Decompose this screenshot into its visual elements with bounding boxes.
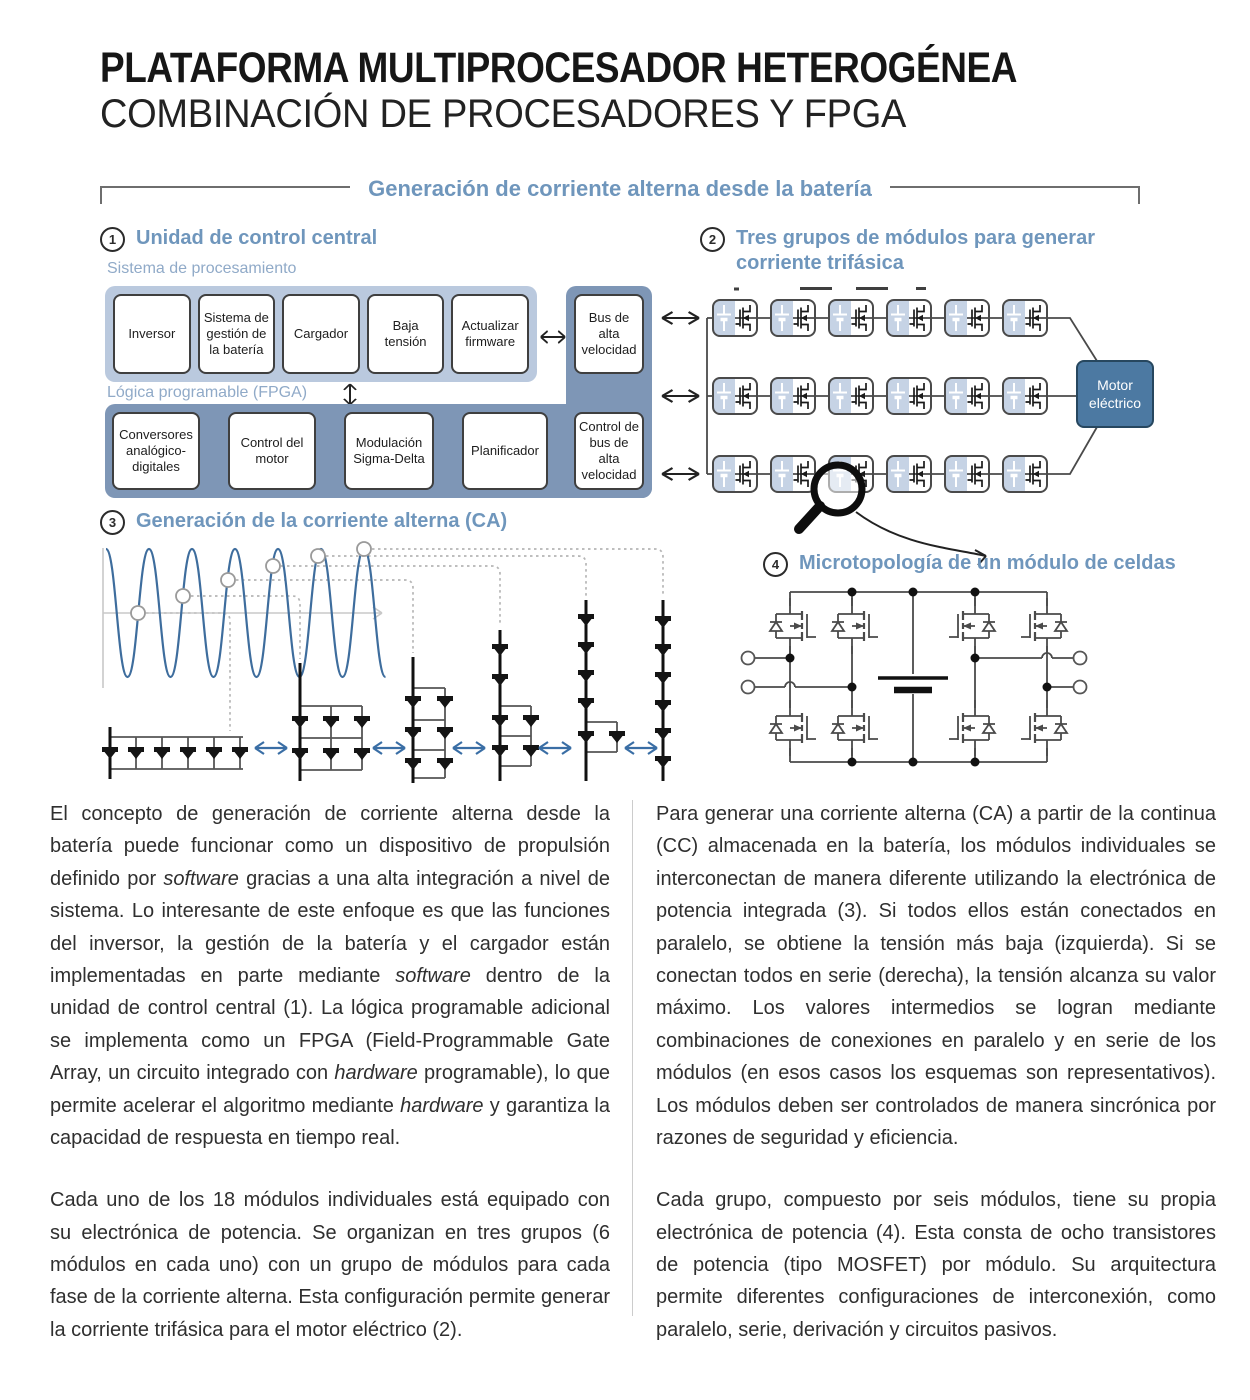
paragraph-group-electronics: Cada grupo, compuesto por seis módulos, tiene su propia electrónica de potencia (4). Esta consta de ocho transistores de potencia (tipo MOSFET) por módulo. Su arquitectura permite diferentes configuraciones de interconexión, como paralelo, serie, derivación y circuitos pasivos. bbox=[656, 1189, 1216, 1341]
page-title: PLATAFORMA MULTIPROCESADOR HETEROGÉNEA bbox=[100, 44, 1018, 92]
section1-number-icon: 1 bbox=[100, 227, 125, 252]
box-inversor: Inversor bbox=[113, 294, 191, 374]
page-subtitle: COMBINACIÓN DE PROCESADORES Y FPGA bbox=[100, 92, 907, 136]
section4-header bbox=[763, 551, 1176, 577]
section1-header bbox=[100, 226, 377, 252]
section2-number-icon: 2 bbox=[700, 227, 725, 252]
box-conversores-ad: Conversores analógico-digitales bbox=[112, 412, 200, 490]
banner-bracket bbox=[100, 176, 1140, 204]
box-bus-alta-velocidad: Bus de alta velocidad bbox=[574, 294, 644, 374]
section4-title: Microtopología de un módulo de celdas bbox=[799, 552, 1176, 574]
axes bbox=[103, 548, 382, 688]
motor-electrico-box: Motor eléctrico bbox=[1076, 360, 1154, 428]
box-actualizar-firmware: Actualizar firmware bbox=[451, 294, 529, 374]
section3-number-icon: 3 bbox=[100, 510, 125, 535]
module-groups-diagram bbox=[662, 289, 1097, 566]
section2-header bbox=[700, 226, 1095, 276]
paragraph-ac-generation: Para generar una corriente alterna (CA) a partir de la continua (CC) almacenada en la batería, los módulos individuales se interconectan de manera diferente utilizando la electrónica de potencia integrada (3). Si todos ellos están conectados en paralelo, se obtiene la tensión más baja (izquierda). Si se conectan todos en serie (derecha), la tensión alcanza su valor máximo. Los valores intermedios se logran mediante combinaciones de conexiones en paralelo y en serie de los módulos (en esos casos los esquemas son representativos). Los módulos deben ser controlados de manera sincrónica por razones de seguridad y eficiencia. bbox=[656, 803, 1216, 1149]
fpga-label: Lógica programable (FPGA) bbox=[107, 384, 308, 401]
section2-title bbox=[736, 226, 1095, 276]
sample-points bbox=[131, 542, 371, 620]
section4-number-icon: 4 bbox=[763, 552, 788, 577]
section3-header bbox=[100, 509, 507, 535]
column-divider bbox=[632, 800, 633, 1316]
section2-title-line2: corriente trifásica bbox=[736, 252, 904, 274]
processing-container bbox=[105, 286, 537, 382]
box-modulacion-sigma-delta: Modulación Sigma-Delta bbox=[344, 412, 434, 490]
body-column-right bbox=[656, 798, 1216, 1376]
paragraph-concept: El concepto de generación de corriente alterna desde la batería puede funcionar como un dispositivo de propulsión definido por software gracias a una alta integración a nivel de sistema. Lo interesante de este enfoque es que las funciones del inversor, la gestión de la batería y el cargador están implementadas en parte mediante software dentro de la unidad de control central (1). La lógica programable adicional se implementa como un FPGA (Field-Programmable Gate Array, un circuito integrado con hardware programable), lo que permite acelerar el algoritmo mediante hardware y garantiza la capacidad de respuesta en tiempo real. bbox=[50, 803, 611, 1149]
paragraph-modules: Cada uno de los 18 módulos individuales está equipado con su electrónica de potencia. Se organizan en tres grupos (6 módulos en cada uno) con un grupo de módulos para cada fase de la corriente alterna. Esta configuración permite generar la corriente trifásica para el motor eléctrico (2). bbox=[50, 1189, 610, 1341]
box-cargador: Cargador bbox=[282, 294, 360, 374]
bracket-right-line bbox=[890, 186, 1140, 204]
ac-generation-plot bbox=[102, 542, 671, 783]
processing-system-label: Sistema de procesamiento bbox=[107, 260, 297, 277]
microtopology-circuit bbox=[742, 588, 1087, 767]
cropped-dash-artifact bbox=[734, 289, 926, 290]
bracket-left-line bbox=[100, 186, 350, 204]
section3-title: Generación de la corriente alterna (CA) bbox=[136, 510, 508, 532]
section1-title: Unidad de control central bbox=[136, 227, 378, 249]
box-baja-tension: Baja tensión bbox=[367, 294, 445, 374]
module-configurations bbox=[102, 600, 671, 783]
box-control-bus: Control de bus de alta velocidad bbox=[574, 412, 644, 490]
box-planificador: Planificador bbox=[462, 412, 548, 490]
banner-title: Generación de corriente alterna desde la batería bbox=[368, 176, 872, 201]
section2-title-line1: Tres grupos de módulos para generar bbox=[736, 227, 1095, 249]
box-gestion-bateria: Sistema de gestión de la batería bbox=[198, 294, 276, 374]
body-column-left bbox=[50, 798, 610, 1376]
box-control-motor: Control del motor bbox=[228, 412, 316, 490]
